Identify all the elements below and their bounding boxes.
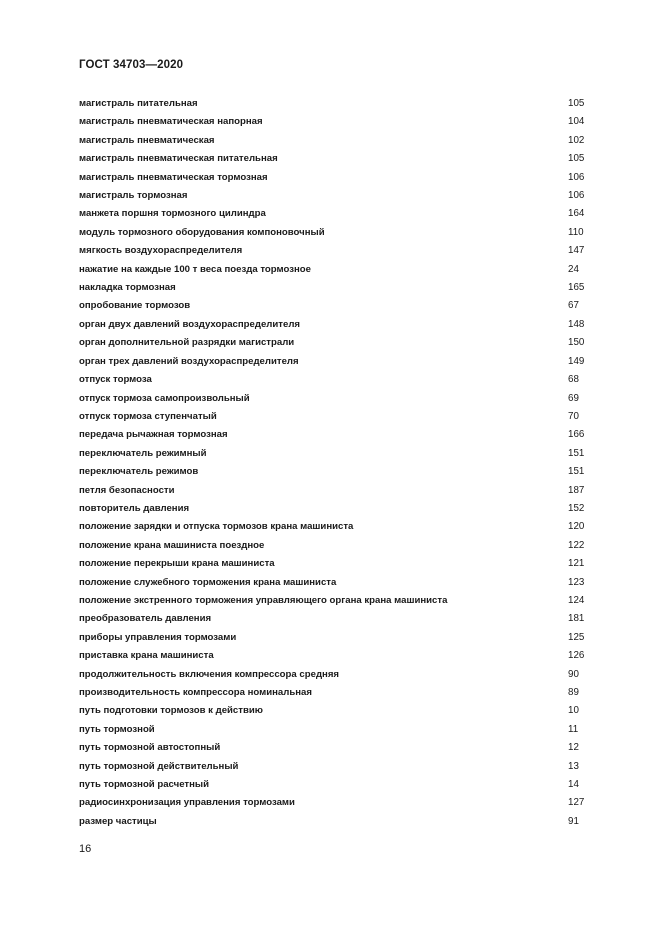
index-entry — [79, 113, 585, 131]
index-entry — [79, 739, 585, 757]
index-entry — [79, 702, 585, 720]
index-page-ref: 165 — [568, 282, 585, 294]
index-term: путь тормозной расчетный — [79, 779, 210, 791]
index-term: мягкость воздухораспределителя — [79, 245, 243, 257]
index-entry — [79, 316, 585, 334]
index-page-ref: 147 — [568, 245, 585, 257]
index-term: продолжительность включения компрессора средняя — [79, 668, 340, 680]
index-entry — [79, 445, 585, 463]
index-page-ref: 149 — [568, 355, 585, 367]
index-term: переключатель режимный — [79, 447, 207, 459]
index-term: путь тормозной действительный — [79, 760, 239, 772]
index-entry — [79, 169, 585, 187]
index-term: положение экстренного торможения управляющего органа крана машиниста — [79, 594, 448, 606]
index-entry — [79, 242, 585, 260]
index-term: магистраль пневматическая напорная — [79, 116, 263, 128]
index-entry — [79, 132, 585, 150]
index-term: магистраль пневматическая — [79, 134, 215, 146]
index-entry — [79, 813, 585, 831]
index-entry — [79, 224, 585, 242]
index-term: производительность компрессора номинальная — [79, 687, 312, 698]
index-term: манжета поршня тормозного цилиндра — [79, 208, 266, 220]
index-entry — [79, 408, 585, 426]
index-entry — [79, 205, 585, 223]
index-term: модуль тормозного оборудования компоновочный — [79, 226, 325, 238]
index-term: приборы управления тормозами — [79, 631, 237, 643]
index-page-ref: 148 — [568, 318, 585, 330]
index-entry — [79, 794, 585, 812]
index-entry — [79, 95, 585, 113]
index-term: отпуск тормоза — [79, 374, 152, 386]
index-page-ref: 125 — [568, 631, 585, 643]
index-term: орган двух давлений воздухораспределителя — [79, 318, 301, 330]
index-entry — [79, 371, 585, 389]
index-term: отпуск тормоза самопроизвольный — [79, 392, 250, 404]
index-page-ref: 67 — [568, 300, 579, 312]
index-entry — [79, 684, 585, 702]
index-term: приставка крана машиниста — [79, 650, 214, 662]
index-page-ref: 164 — [568, 208, 585, 220]
index-page-ref: 104 — [568, 116, 585, 128]
index-term: магистраль пневматическая тормозная — [79, 171, 268, 183]
index-page-ref: 11 — [568, 723, 579, 735]
index-entry — [79, 482, 585, 500]
index-page-ref: 122 — [568, 539, 585, 551]
index-term: магистраль пневматическая питательная — [79, 153, 278, 165]
index-term: радиосинхронизация управления тормозами — [79, 797, 295, 809]
index-page-ref: 68 — [568, 374, 579, 386]
index-page-ref: 24 — [568, 263, 579, 275]
index-term: магистраль тормозная — [79, 190, 188, 202]
index-page-ref: 70 — [568, 410, 579, 422]
index-page-ref: 102 — [568, 134, 585, 146]
index-entry — [79, 463, 585, 481]
index-term: преобразователь давления — [79, 613, 212, 625]
index-page-ref: 152 — [568, 502, 585, 514]
index-entry — [79, 647, 585, 665]
index-entry — [79, 187, 585, 205]
index-page-ref: 151 — [568, 447, 585, 459]
index-page-ref: 106 — [568, 171, 585, 183]
index-page-ref: 126 — [568, 650, 585, 662]
index-entry — [79, 555, 585, 573]
index-entry — [79, 150, 585, 168]
index-entry — [79, 390, 585, 408]
index-page-ref: 14 — [568, 779, 579, 791]
index-entry — [79, 297, 585, 315]
index-term: петля безопасности — [79, 484, 175, 496]
index-page-ref: 151 — [568, 466, 585, 478]
index-entry — [79, 592, 585, 610]
index-page-ref: 13 — [568, 760, 579, 772]
index-entry — [79, 776, 585, 794]
index-page-ref: 110 — [568, 226, 584, 238]
index-term: путь подготовки тормозов к действию — [79, 705, 263, 717]
index-entry — [79, 629, 585, 647]
document-header: ГОСТ 34703—2020 — [79, 59, 184, 71]
index-page-ref: 69 — [568, 392, 579, 404]
index-term: магистраль питательная — [79, 98, 198, 109]
index-entry — [79, 426, 585, 444]
index-entry — [79, 518, 585, 536]
index-entry — [79, 261, 585, 279]
index-term: передача рычажная тормозная — [79, 429, 228, 441]
index-term: путь тормозной автостопный — [79, 742, 221, 754]
index-entry — [79, 537, 585, 555]
index-entry — [79, 500, 585, 518]
index-page-ref: 91 — [568, 815, 579, 827]
index-term: положение крана машиниста поездное — [79, 539, 265, 551]
index-entry — [79, 353, 585, 371]
index-page-ref: 105 — [568, 153, 585, 165]
index-entry — [79, 610, 585, 628]
index-page-ref: 90 — [568, 668, 579, 680]
index-term: нажатие на каждые 100 т веса поезда тормозное — [79, 263, 311, 275]
index-entry — [79, 574, 585, 592]
index-entry — [79, 758, 585, 776]
index-page-ref: 89 — [568, 687, 579, 698]
index-term: отпуск тормоза ступенчатый — [79, 410, 217, 422]
index-term: орган дополнительной разрядки магистрали — [79, 337, 295, 349]
index-page-ref: 187 — [568, 484, 585, 496]
index-term: опробование тормозов — [79, 300, 191, 312]
index-term: положение зарядки и отпуска тормозов крана машиниста — [79, 521, 354, 533]
index-term: повторитель давления — [79, 502, 190, 514]
index-page-ref: 120 — [568, 521, 585, 533]
index-page-ref: 181 — [568, 613, 585, 625]
alphabetical-index — [79, 95, 585, 831]
index-page-ref: 121 — [568, 558, 585, 570]
index-page-ref: 106 — [568, 190, 585, 202]
index-page-ref: 124 — [568, 594, 585, 606]
index-entry — [79, 721, 585, 739]
index-page-ref: 12 — [568, 742, 579, 754]
index-page-ref: 105 — [568, 98, 585, 109]
index-term: накладка тормозная — [79, 282, 176, 294]
index-term: размер частицы — [79, 815, 157, 827]
index-entry — [79, 279, 585, 297]
index-term: путь тормозной — [79, 723, 155, 735]
index-page-ref: 127 — [568, 797, 585, 809]
index-page-ref: 123 — [568, 576, 585, 588]
index-term: положение перекрыши крана машиниста — [79, 558, 275, 570]
index-page-ref: 166 — [568, 429, 585, 441]
index-term: переключатель режимов — [79, 466, 199, 478]
index-term: орган трех давлений воздухораспределителя — [79, 355, 299, 367]
index-entry — [79, 334, 585, 352]
index-page-ref: 10 — [568, 705, 579, 717]
index-entry — [79, 666, 585, 684]
index-term: положение служебного торможения крана машиниста — [79, 576, 337, 588]
index-page-ref: 150 — [568, 337, 585, 349]
page-number: 16 — [79, 843, 92, 855]
